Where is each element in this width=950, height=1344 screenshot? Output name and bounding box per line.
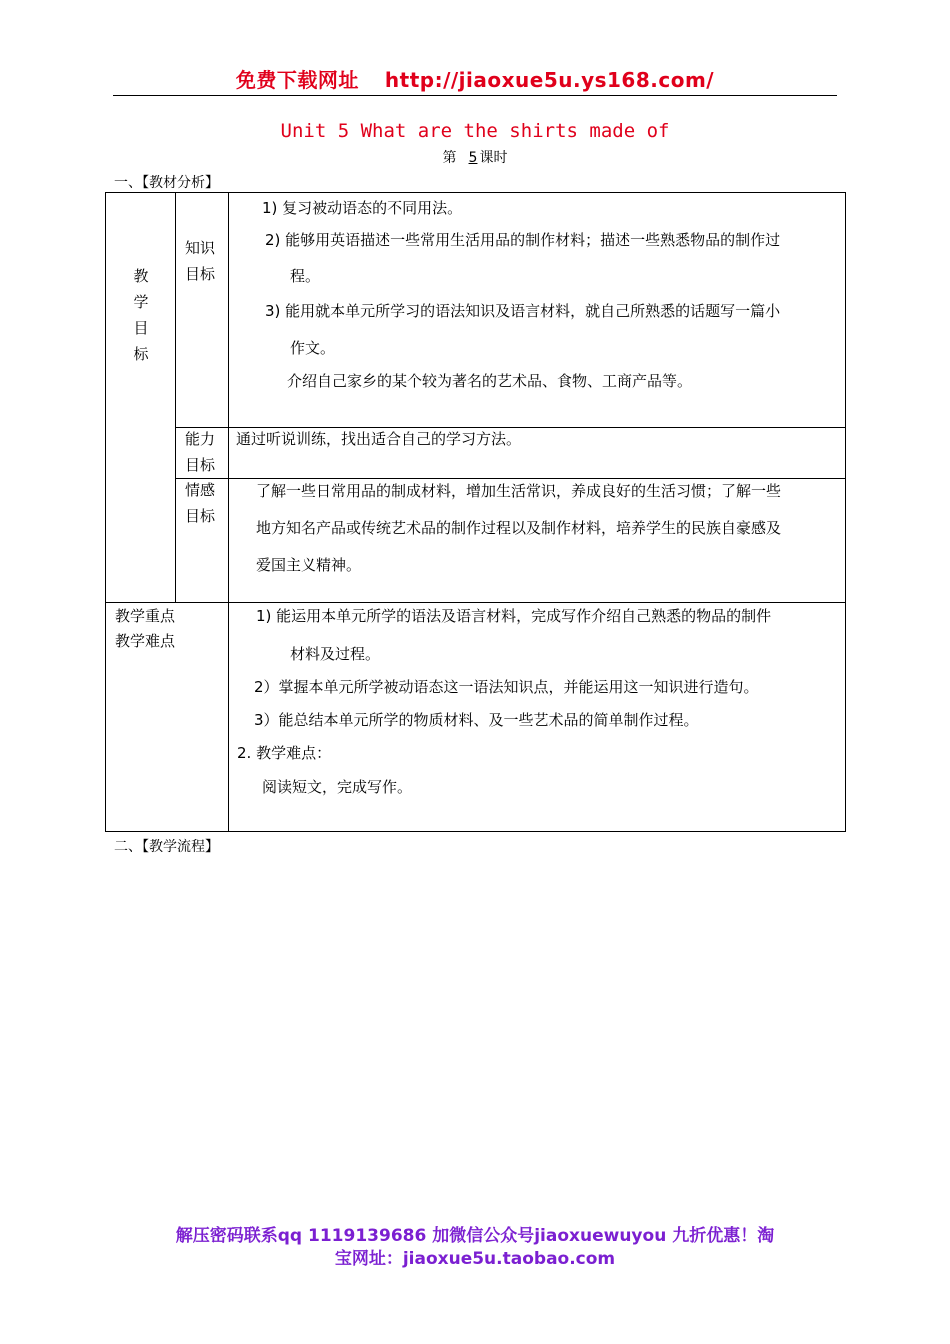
emotion-goal-label-1: 情感 (185, 481, 216, 499)
document-title: Unit 5 What are the shirts made of (280, 120, 670, 142)
focus-item-1-cont: 材料及过程。 (290, 645, 381, 663)
emotion-goal-line-3: 爱国主义精神。 (256, 556, 362, 574)
difficulty-heading: 2. 教学难点： (237, 744, 332, 762)
ability-goal-label-1: 能力 (185, 430, 216, 448)
table-outline (106, 193, 846, 832)
ability-goal-label-2: 目标 (185, 456, 216, 474)
emotion-goal-line-1: 了解一些日常用品的制成材料，增加生活常识，养成良好的生活习惯；了解一些 (256, 482, 782, 500)
section-heading-process: 二、【教学流程】 (114, 839, 219, 855)
lesson-prefix: 第 (442, 150, 457, 166)
ability-goal-text: 通过听说训练，找出适合自己的学习方法。 (236, 430, 522, 448)
lesson-suffix: 课时 (479, 150, 508, 166)
knowledge-item-3: 3) 能用就本单元所学习的语法知识及语言材料，就自己所熟悉的话题写一篇小 (265, 302, 781, 320)
teaching-difficulty-label: 教学难点 (115, 632, 176, 650)
knowledge-item-2-cont: 程。 (290, 267, 321, 285)
knowledge-item-4: 介绍自己家乡的某个较为著名的艺术品、食物、工商产品等。 (287, 372, 693, 390)
knowledge-goal-label-2: 目标 (185, 265, 216, 283)
emotion-goal-label-2: 目标 (185, 507, 216, 525)
knowledge-item-2: 2) 能够用英语描述一些常用生活用品的制作材料；描述一些熟悉物品的制作过 (265, 231, 781, 249)
knowledge-goal-label-1: 知识 (185, 239, 216, 257)
focus-item-2: 2）掌握本单元所学被动语态这一语法知识点，并能运用这一知识进行造句。 (254, 678, 759, 696)
knowledge-item-1: 1) 复习被动语态的不同用法。 (262, 199, 463, 217)
header-label: 免费下载网址 (235, 68, 359, 92)
footer-contact: 解压密码联系qq 1119139686 加微信公众号jiaoxuewuyou 九折优惠！淘 (175, 1226, 775, 1246)
lesson-number-value: 5 (468, 150, 478, 166)
focus-item-3: 3）能总结本单元所学的物质材料、及一些艺术品的简单制作过程。 (254, 711, 699, 729)
teaching-goal-label: 教 学 目 标 (133, 267, 149, 363)
difficulty-item: 阅读短文，完成写作。 (262, 778, 413, 796)
teaching-focus-label: 教学重点 (115, 607, 176, 625)
focus-item-1: 1) 能运用本单元所学的语法及语言材料，完成写作介绍自己熟悉的物品的制件 (256, 607, 772, 625)
footer-shop-url[interactable]: 宝网址：jiaoxue5u.taobao.com (334, 1249, 616, 1269)
header-url-link[interactable]: http://jiaoxue5u.ys168.com/ (384, 68, 715, 92)
emotion-goal-line-2: 地方知名产品或传统艺术品的制作过程以及制作材料，培养学生的民族自豪感及 (256, 519, 782, 537)
section-heading-analysis: 一、【教材分析】 (114, 175, 219, 191)
knowledge-item-3-cont: 作文。 (290, 339, 336, 357)
